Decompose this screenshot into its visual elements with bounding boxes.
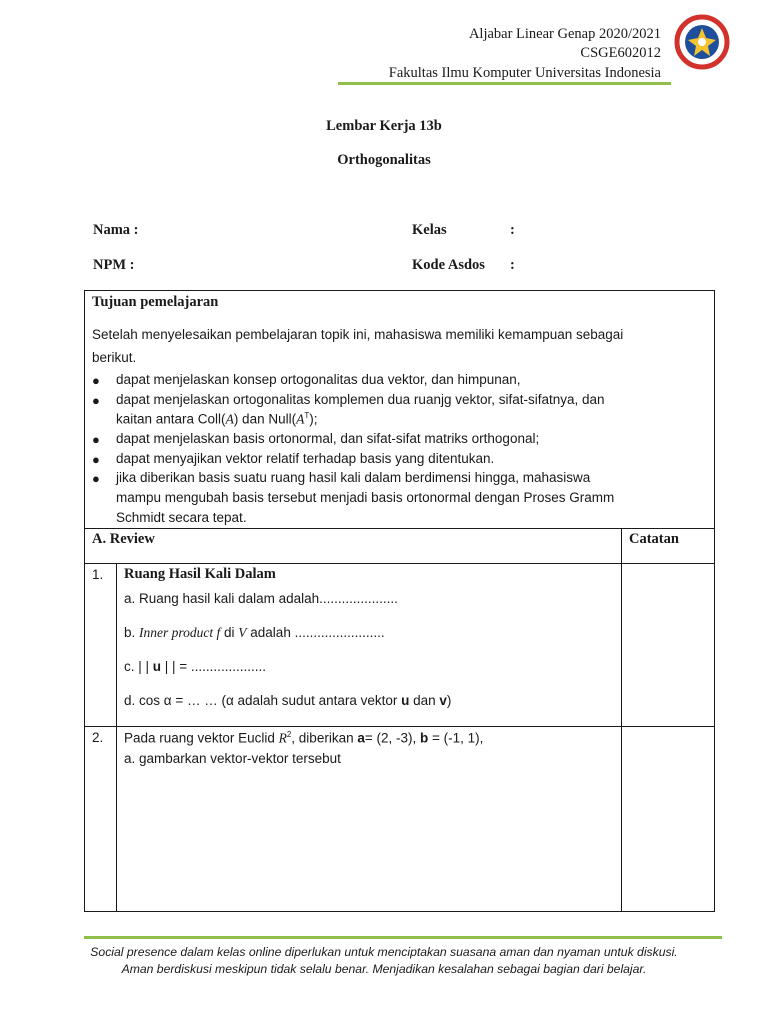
q1-d: d. cos α = … … (α adalah sudut antara vektor u dan v) bbox=[124, 693, 452, 708]
review-heading: A. Review bbox=[92, 531, 155, 547]
course-code: CSGE602012 bbox=[580, 45, 661, 61]
worksheet-title: Lembar Kerja 13b bbox=[326, 118, 442, 134]
notes-heading: Catatan bbox=[629, 531, 679, 547]
column-divider-notes bbox=[621, 528, 622, 912]
q1-number: 1. bbox=[92, 567, 104, 582]
header-rule bbox=[338, 82, 671, 85]
objectives-intro-1: Setelah menyelesaikan pembelajaran topik ini, mahasiswa memiliki kemampuan sebagai bbox=[92, 327, 624, 342]
class-label: Kelas bbox=[412, 222, 447, 238]
bullet-icon: ● bbox=[92, 393, 100, 408]
q1-c: c. | | u | | = .................... bbox=[124, 659, 266, 674]
objectives-intro-2: berikut. bbox=[92, 350, 137, 365]
university-logo-icon bbox=[670, 14, 734, 70]
footer-line-2: Aman berdiskusi meskipun tidak selalu benar. Menjadikan kesalahan sebagai bagian dari belajar. bbox=[121, 962, 647, 976]
objective-2-line-1: dapat menjelaskan ortogonalitas komplemen dua ruanjg vektor, sifat-sifatnya, dan bbox=[116, 392, 605, 407]
bullet-icon: ● bbox=[92, 373, 100, 388]
column-divider-number bbox=[116, 563, 117, 912]
q2-number: 2. bbox=[92, 730, 104, 745]
footer-rule bbox=[84, 936, 722, 939]
class-colon: : bbox=[510, 222, 515, 238]
objective-3: dapat menjelaskan basis ortonormal, dan sifat-sifat matriks orthogonal; bbox=[116, 431, 540, 446]
npm-label: NPM : bbox=[93, 257, 135, 273]
objective-4: dapat menyajikan vektor relatif terhadap basis yang ditentukan. bbox=[116, 451, 495, 466]
bullet-icon: ● bbox=[92, 471, 100, 486]
asdos-colon: : bbox=[510, 257, 515, 273]
name-label: Nama : bbox=[93, 222, 139, 238]
objective-5-line-2: mampu mengubah basis tersebut menjadi basis ortonormal dengan Proses Gramm bbox=[116, 490, 615, 505]
q1-a: a. Ruang hasil kali dalam adalah..................... bbox=[124, 591, 398, 606]
bullet-icon: ● bbox=[92, 432, 100, 447]
objective-5-line-3: Schmidt secara tepat. bbox=[116, 510, 247, 525]
q1-title: Ruang Hasil Kali Dalam bbox=[124, 566, 276, 582]
objective-5-line-1: jika diberikan basis suatu ruang hasil kali dalam berdimensi hingga, mahasiswa bbox=[116, 470, 591, 485]
objective-2-line-2: kaitan antara Coll(A) dan $Null(A^T)$; bbox=[116, 411, 318, 427]
bullet-icon: ● bbox=[92, 452, 100, 467]
q2-sub-a: a. gambarkan vektor-vektor tersebut bbox=[124, 751, 341, 766]
course-title: Aljabar Linear Genap 2020/2021 bbox=[468, 26, 661, 42]
worksheet-topic: Orthogonalitas bbox=[337, 152, 431, 168]
footer-line-1: Social presence dalam kelas online diperlukan untuk menciptakan suasana aman dan nyaman untuk diskusi. bbox=[90, 945, 678, 959]
asdos-label: Kode Asdos bbox=[412, 257, 485, 273]
q1-b: b. Inner product f di V adalah ........................ bbox=[124, 625, 385, 640]
faculty-name: Fakultas Ilmu Komputer Universitas Indonesia bbox=[388, 65, 661, 81]
q2-statement: Pada ruang vektor Euclid $R^2$, diberikan a= (2, -3), b = (-1, 1), bbox=[124, 730, 484, 746]
objective-1: dapat menjelaskan konsep ortogonalitas dua vektor, dan himpunan, bbox=[116, 372, 521, 387]
objectives-heading: Tujuan pemelajaran bbox=[92, 294, 219, 310]
